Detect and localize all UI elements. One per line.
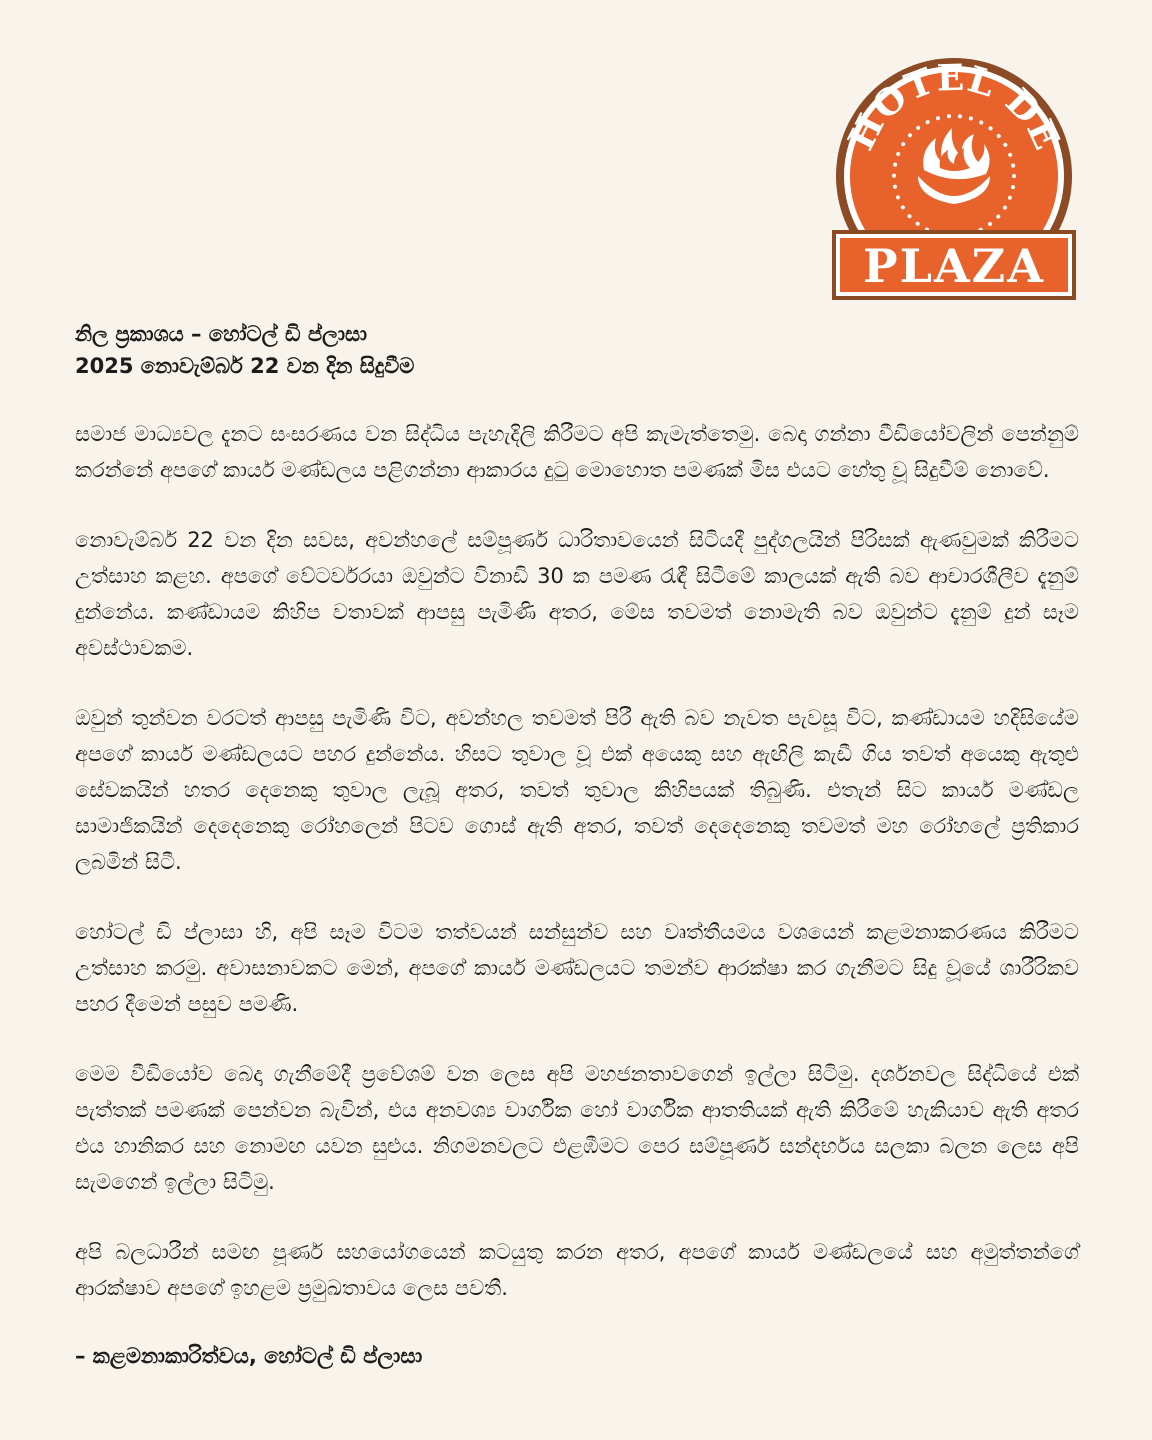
hotel-de-plaza-logo (828, 58, 1080, 314)
logo-text-bottom: PLAZA (863, 239, 1045, 293)
paragraph-6: අපි බලධාරීන් සමඟ පූර්ණ සහයෝගයෙන් කටයුතු කරන අතර, අපගේ කාර්ය මණ්ඩලයේ සහ අමුත්තන්ගේ ආරක්ෂාව අපගේ ඉහළම ප්‍රමුඛතාවය ලෙස පවතී. (75, 1240, 1079, 1300)
paragraph-4: හෝටල් ඩි ප්ලාසා හි, අපි සෑම විටම තත්වයන් සන්සුන්ව සහ වෘත්තීයමය වශයෙන් කළමනාකරණය කිරීමට උත්සාහ කරමු. අවාසනාවකට මෙන්, අපගේ කාර්ය මණ්ඩලයට තමන්ව ආරක්ෂා කර ගැනීමට සිදු වූයේ ශාරීරිකව පහර දීමෙන් පසුව පමණි. (75, 920, 1079, 1016)
statement-title: නිල ප්‍රකාශය – හෝටල් ඩි ප්ලාසා (75, 322, 367, 346)
paragraph-1: සමාජ මාධ්‍යවල දැනට සංසරණය වන සිද්ධිය පැහැදිලි කිරීමට අපි කැමැත්තෙමු. බෙදා ගන්නා වීඩියෝවලින් පෙන්නුම් කරන්නේ අපගේ කාර්ය මණ්ඩලය පළිගන්නා ආකාරය දුටු මොහොත පමණක් මිස එයට හේතු වූ සිදුවීම් නොවේ. (75, 422, 1079, 482)
logo-graphic (828, 58, 1080, 314)
statement-subtitle: 2025 නොවැම්බර් 22 වන දින සිදුවීම (75, 354, 415, 378)
signature: – කළමනාකාරිත්වය, හෝටල් ඩි ප්ලාසා (75, 1344, 423, 1368)
logo-text-top: HOTEL DE (839, 58, 1069, 157)
paragraph-2: නොවැම්බර් 22 වන දින සවස, අවන්හලේ සම්පූර්ණ ධාරිතාවයෙන් සිටියදී පුද්ගලයින් පිරිසක් ඇණවුමක් කිරීමට උත්සාහ කළහ. අපගේ වේටර්වරයා ඔවුන්ට විනාඩි 30 ක පමණ රැඳී සිටීමේ කාලයක් ඇති බව ආචාරශීලීව දැනුම් දුන්නේය. කණ්ඩායම කිහිප වතාවක් ආපසු පැමිණි අතර, මේස තවමත් නොමැති බව ඔවුන්ට දැනුම් දුන් සෑම අවස්ථාවකම. (75, 528, 1079, 660)
statement-body (75, 318, 1079, 1372)
paragraph-5: මෙම වීඩියෝව බෙදා ගැනීමේදී ප්‍රවේශම් වන ලෙස අපි මහජනතාවගෙන් ඉල්ලා සිටිමු. දර්ශනවල සිද්ධියේ එක් පැත්තක් පමණක් පෙන්වන බැවින්, එය අනවශ්‍ය වාර්ගික හෝ වාර්ගික ආතතියක් ඇති කිරීමේ හැකියාව ඇති අතර එය හානිකර සහ නොමඟ යවන සුළුය. නිගමනවලට එළඹීමට පෙර සම්පූර්ණ සන්දර්භය සලකා බලන ලෙස අපි සැමගෙන් ඉල්ලා සිටිමු. (75, 1062, 1079, 1194)
paragraph-3: ඔවුන් තුන්වන වරටත් ආපසු පැමිණි විට, අවන්හල තවමත් පිරී ඇති බව නැවත පැවසූ විට, කණ්ඩායම හදිසියේම අපගේ කාර්ය මණ්ඩලයට පහර දුන්නේය. හිසට තුවාල වූ එක් අයෙකු සහ ඇඟිලි කැඩී ගිය තවත් අයෙකු ඇතුළු සේවකයින් හතර දෙනෙකු තුවාල ලැබූ අතර, තවත් තුවාල කිහිපයක් තිබුණි. එතැන් සිට කාර්ය මණ්ඩල සාමාජිකයින් දෙදෙනෙකු රෝහලෙන් පිටව ගොස් ඇති අතර, තවත් දෙදෙනෙකු තවමත් මහ රෝහලේ ප්‍රතිකාර ලබමින් සිටී. (75, 706, 1079, 874)
statement-heading (75, 318, 1079, 382)
